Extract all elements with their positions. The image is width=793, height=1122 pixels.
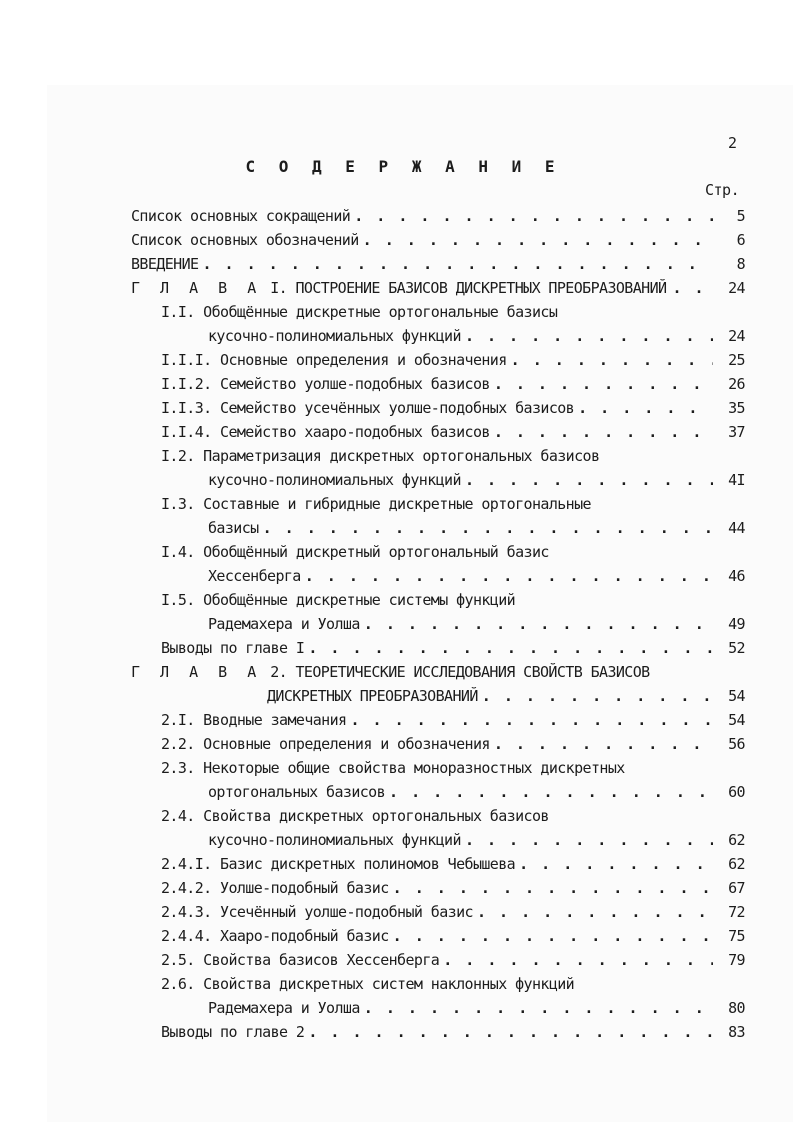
- toc-entry: ДИСКРЕТНЫХ ПРЕОБРАЗОВАНИЙ . . . 54: [267, 684, 745, 708]
- dot-leader: [465, 324, 713, 348]
- toc-entry: 2.4. Свойства дискретных ортогональных базисов: [161, 807, 549, 825]
- toc-entry: 2.4.3. Усечённый уолше-подобный базис . . . 72: [161, 900, 745, 924]
- dot-leader: [263, 516, 713, 540]
- toc-entry: Радемахера и Уолша . . . 80: [208, 996, 745, 1020]
- toc-entry: I.I.3. Семейство усечённых уолше-подобных базисов . . . 35: [161, 396, 745, 420]
- dot-leader: [350, 708, 713, 732]
- toc-page-number: 75: [728, 927, 745, 945]
- toc-entry: I.2. Параметризация дискретных ортогональных базисов: [161, 447, 600, 465]
- dot-leader: [494, 420, 713, 444]
- toc-entry: Хессенберга . . . 46: [208, 564, 745, 588]
- dot-leader: [578, 396, 713, 420]
- toc-entry: ортогональных базисов . . . 60: [208, 780, 745, 804]
- toc-page-number: 35: [728, 399, 745, 417]
- toc-page-number: 26: [728, 375, 745, 393]
- toc-page-number: 5: [736, 207, 745, 225]
- dot-leader: [202, 252, 713, 276]
- toc-entry: 2.4.I. Базис дискретных полиномов Чебышева . . . 62: [161, 852, 745, 876]
- dot-leader: [393, 924, 713, 948]
- toc-page-number: 54: [728, 711, 745, 729]
- dot-leader: [511, 348, 713, 372]
- toc-entry: I.I.4. Семейство хааро-подобных базисов . . . 37: [161, 420, 745, 444]
- dot-leader: [477, 900, 713, 924]
- toc-entry: кусочно-полиномиальных функций . . . 62: [208, 828, 745, 852]
- toc-entry: 2.6. Свойства дискретных систем наклонных функций: [161, 975, 575, 993]
- dot-leader: [482, 684, 713, 708]
- toc-page-number: 6: [736, 231, 745, 249]
- toc-page-number: 54: [728, 687, 745, 705]
- toc-page-number: 56: [728, 735, 745, 753]
- toc-page-number: 60: [728, 783, 745, 801]
- toc-page-number: 49: [728, 615, 745, 633]
- dot-leader: [363, 228, 713, 252]
- toc-page-number: 24: [728, 279, 745, 297]
- toc-entry: 2.5. Свойства базисов Хессенберга . . . 79: [161, 948, 745, 972]
- toc-entry: Выводы по главе 2 . . . 83: [161, 1020, 745, 1044]
- toc-entry: ВВЕДЕНИЕ . . . 8: [131, 252, 745, 276]
- toc-page-number: 25: [728, 351, 745, 369]
- toc-entry: Выводы по главе I . . . 52: [161, 636, 745, 660]
- toc-entry: 2.I. Вводные замечания . . . 54: [161, 708, 745, 732]
- dot-leader: [494, 732, 713, 756]
- toc-entry: 2.3. Некоторые общие свойства моноразностных дискретных: [161, 759, 625, 777]
- dot-leader: [308, 1020, 713, 1044]
- dot-leader: [364, 996, 713, 1020]
- toc-entry: 2.2. Основные определения и обозначения . . . 56: [161, 732, 745, 756]
- dot-leader: [519, 852, 713, 876]
- toc-page-number: 8: [736, 255, 745, 273]
- dot-leader: [354, 204, 713, 228]
- toc-page-number: 79: [728, 951, 745, 969]
- dot-leader: [393, 876, 713, 900]
- toc-entry: Список основных обозначений . . . 6: [131, 228, 745, 252]
- toc-entry: базисы . . . 44: [208, 516, 745, 540]
- toc-entry: кусочно-полиномиальных функций . . . 24: [208, 324, 745, 348]
- toc-page-number: 67: [728, 879, 745, 897]
- dot-leader: [494, 372, 713, 396]
- toc-page-number: 83: [728, 1023, 745, 1041]
- toc-entry: I.4. Обобщённый дискретный ортогональный базис: [161, 543, 549, 561]
- dot-leader: [305, 564, 713, 588]
- toc-chapter-heading: Г Л А В А I. ПОСТРОЕНИЕ БАЗИСОВ ДИСКРЕТНЫХ ПРЕОБРАЗОВАНИЙ . . . 24: [131, 276, 745, 300]
- page-title: С О Д Е Р Ж А Н И Е: [245, 157, 562, 176]
- dot-leader: [443, 948, 713, 972]
- toc-entry: I.5. Обобщённые дискретные системы функций: [161, 591, 516, 609]
- toc-page-number: 62: [728, 855, 745, 873]
- dot-leader: [465, 468, 713, 492]
- dot-leader: [364, 612, 713, 636]
- toc-entry: I.I.2. Семейство уолше-подобных базисов . . . 26: [161, 372, 745, 396]
- toc-entry: 2.4.2. Уолше-подобный базис . . . 67: [161, 876, 745, 900]
- toc-page-number: 62: [728, 831, 745, 849]
- dot-leader: [389, 780, 713, 804]
- toc-entry: Радемахера и Уолша . . . 49: [208, 612, 745, 636]
- toc-page-number: 44: [728, 519, 745, 537]
- page-number: 2: [728, 134, 737, 152]
- dot-leader: [465, 828, 713, 852]
- toc-entry: кусочно-полиномиальных функций . . . 4I: [208, 468, 745, 492]
- toc-chapter-heading: Г Л А В А 2. ТЕОРЕТИЧЕСКИЕ ИССЛЕДОВАНИЯ СВОЙСТВ БАЗИСОВ: [131, 663, 650, 681]
- toc-page-number: 37: [728, 423, 745, 441]
- toc-page-number: 52: [728, 639, 745, 657]
- dot-leader: [308, 636, 713, 660]
- toc-entry: 2.4.4. Хааро-подобный базис . . . 75: [161, 924, 745, 948]
- toc-page-number: 24: [728, 327, 745, 345]
- toc-page-number: 4I: [728, 471, 745, 489]
- page-column-header: Стр.: [705, 181, 740, 199]
- toc-page-number: 72: [728, 903, 745, 921]
- toc-entry: I.I.I. Основные определения и обозначения . . . 25: [161, 348, 745, 372]
- table-of-contents: [131, 204, 745, 1044]
- toc-entry: I.I. Обобщённые дискретные ортогональные базисы: [161, 303, 558, 321]
- toc-page-number: 46: [728, 567, 745, 585]
- toc-page-number: 80: [728, 999, 745, 1017]
- toc-entry: Список основных сокращений . . . 5: [131, 204, 745, 228]
- toc-entry: I.3. Составные и гибридные дискретные ортогональные: [161, 495, 591, 513]
- dot-leader: [672, 276, 713, 300]
